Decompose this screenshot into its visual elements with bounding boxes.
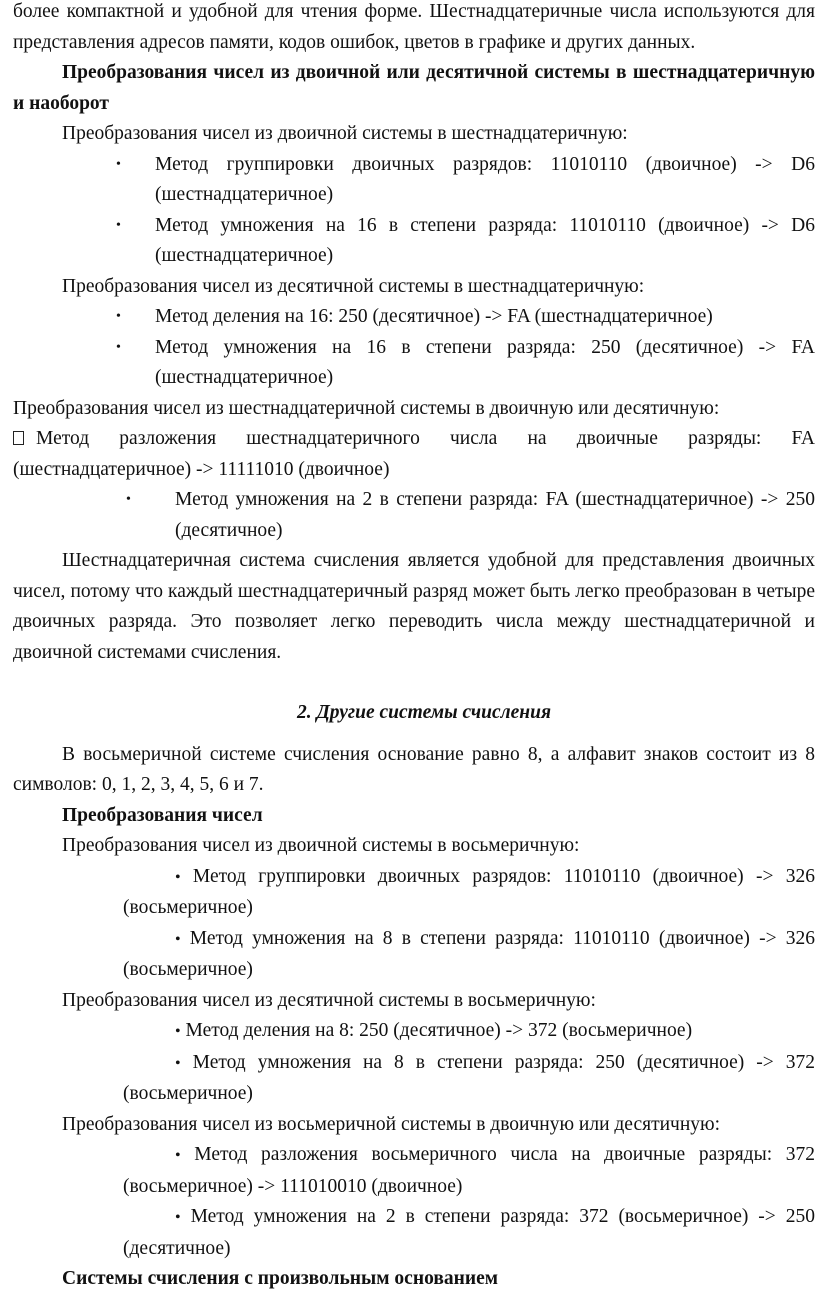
section-title: 2. Другие системы счисления — [296, 702, 552, 723]
list-item-text: Метод умножения на 2 в степени разряда: 372 (восьмеричное) -> 250 (десятичное) — [123, 1206, 815, 1259]
bullet-icon: • — [116, 309, 121, 324]
page-content — [13, 0, 815, 1295]
list-item — [13, 485, 815, 546]
list-item — [13, 862, 815, 924]
octal-conversion-heading: Преобразования чисел — [62, 804, 263, 826]
hex-conversion-heading: Преобразования чисел из двоичной или десятичной системы в шестнадцатеричную и наоборот — [13, 62, 815, 114]
list-item-text: Метод умножения на 2 в степени разряда: FA (шестнадцатеричное) -> 250 (десятичное) — [175, 489, 815, 541]
bullet-icon: • — [175, 868, 181, 886]
oct-from-binary-label: Преобразования чисел из двоичной системы в восьмеричную: — [62, 835, 580, 856]
hex-summary-paragraph: Шестнадцатеричная система счисления является удобной для представления двоичных чисел, потому что каждый шестнадцатеричный разряд может быть легко преобразован в четыре двоичных разряда. Это позволяет легко переводить числа между шестнадцатеричной и двоичной системами счисления. — [13, 550, 815, 663]
list-item-text: Метод умножения на 16 в степени разряда: 11010110 (двоичное) -> D6 (шестнадцатеричное) — [155, 214, 815, 266]
list-item-text: Метод группировки двоичных разрядов: 11010110 (двоичное) -> D6 (шестнадцатеричное) — [155, 153, 815, 205]
list-item — [13, 211, 815, 272]
octal-intro-paragraph: В восьмеричной системе счисления основание равно 8, а алфавит знаков состоит из 8 символов: 0, 1, 2, 3, 4, 5, 6 и 7. — [13, 743, 815, 795]
list-item — [13, 1140, 815, 1202]
hex-from-binary-label: Преобразования чисел из двоичной системы в шестнадцатеричную: — [62, 123, 628, 144]
list-item-text: Метод умножения на 8 в степени разряда: 11010110 (двоичное) -> 326 (восьмеричное) — [123, 927, 815, 980]
missing-glyph-box-icon — [13, 431, 24, 445]
oct-from-decimal-label: Преобразования чисел из десятичной системы в восьмеричную: — [62, 989, 596, 1011]
bullet-icon: • — [126, 492, 131, 507]
bullet-icon: • — [175, 1054, 181, 1072]
list-item-text: Метод деления на 16: 250 (десятичное) -> FA (шестнадцатеричное) — [155, 306, 713, 327]
bullet-icon: • — [175, 930, 181, 948]
list-item — [13, 424, 815, 485]
list-item-text: Метод умножения на 16 в степени разряда: 250 (десятичное) -> FA (шестнадцатеричное) — [155, 336, 815, 388]
oct-to-other-label: Преобразования чисел из восьмеричной системы в двоичную или десятичную: — [62, 1113, 721, 1135]
intro-paragraph: более компактной и удобной для чтения форме. Шестнадцатеричные числа используются для представления адресов памяти, кодов ошибок, цветов в графике и других данных. — [13, 1, 815, 53]
hex-to-other-label: Преобразования чисел из шестнадцатеричной системы в двоичную или десятичную: — [13, 397, 720, 419]
bullet-icon: • — [175, 1209, 181, 1226]
list-item — [13, 302, 815, 333]
list-item — [13, 1202, 815, 1264]
bullet-icon: • — [175, 1147, 181, 1164]
bullet-icon: • — [116, 156, 121, 172]
list-item — [13, 150, 815, 211]
list-item-text: Метод разложения шестнадцатеричного числа на двоичные разряды: FA (шестнадцатеричное) -> 11111010 (двоичное) — [13, 428, 815, 480]
list-item-text: Метод умножения на 8 в степени разряда: 250 (десятичное) -> 372 (восьмеричное) — [123, 1051, 816, 1104]
list-item — [13, 924, 815, 986]
list-item-text: Метод деления на 8: 250 (десятичное) -> 372 (восьмеричное) — [185, 1020, 693, 1041]
hex-from-decimal-label: Преобразования чисел из десятичной системы в шестнадцатеричную: — [62, 275, 645, 297]
list-item-text: Метод разложения восьмеричного числа на двоичные разряды: 372 (восьмеричное) -> 111010010 (двоичное) — [123, 1144, 815, 1197]
list-item — [13, 1016, 815, 1048]
bullet-icon: • — [175, 1023, 181, 1040]
list-item — [13, 333, 815, 394]
arbitrary-base-heading: Системы счисления с произвольным основанием — [62, 1268, 499, 1289]
list-item — [13, 1048, 815, 1110]
bullet-icon: • — [116, 217, 121, 233]
bullet-icon: • — [116, 339, 121, 355]
list-item-text: Метод группировки двоичных разрядов: 11010110 (двоичное) -> 326 (восьмеричное) — [123, 865, 815, 918]
